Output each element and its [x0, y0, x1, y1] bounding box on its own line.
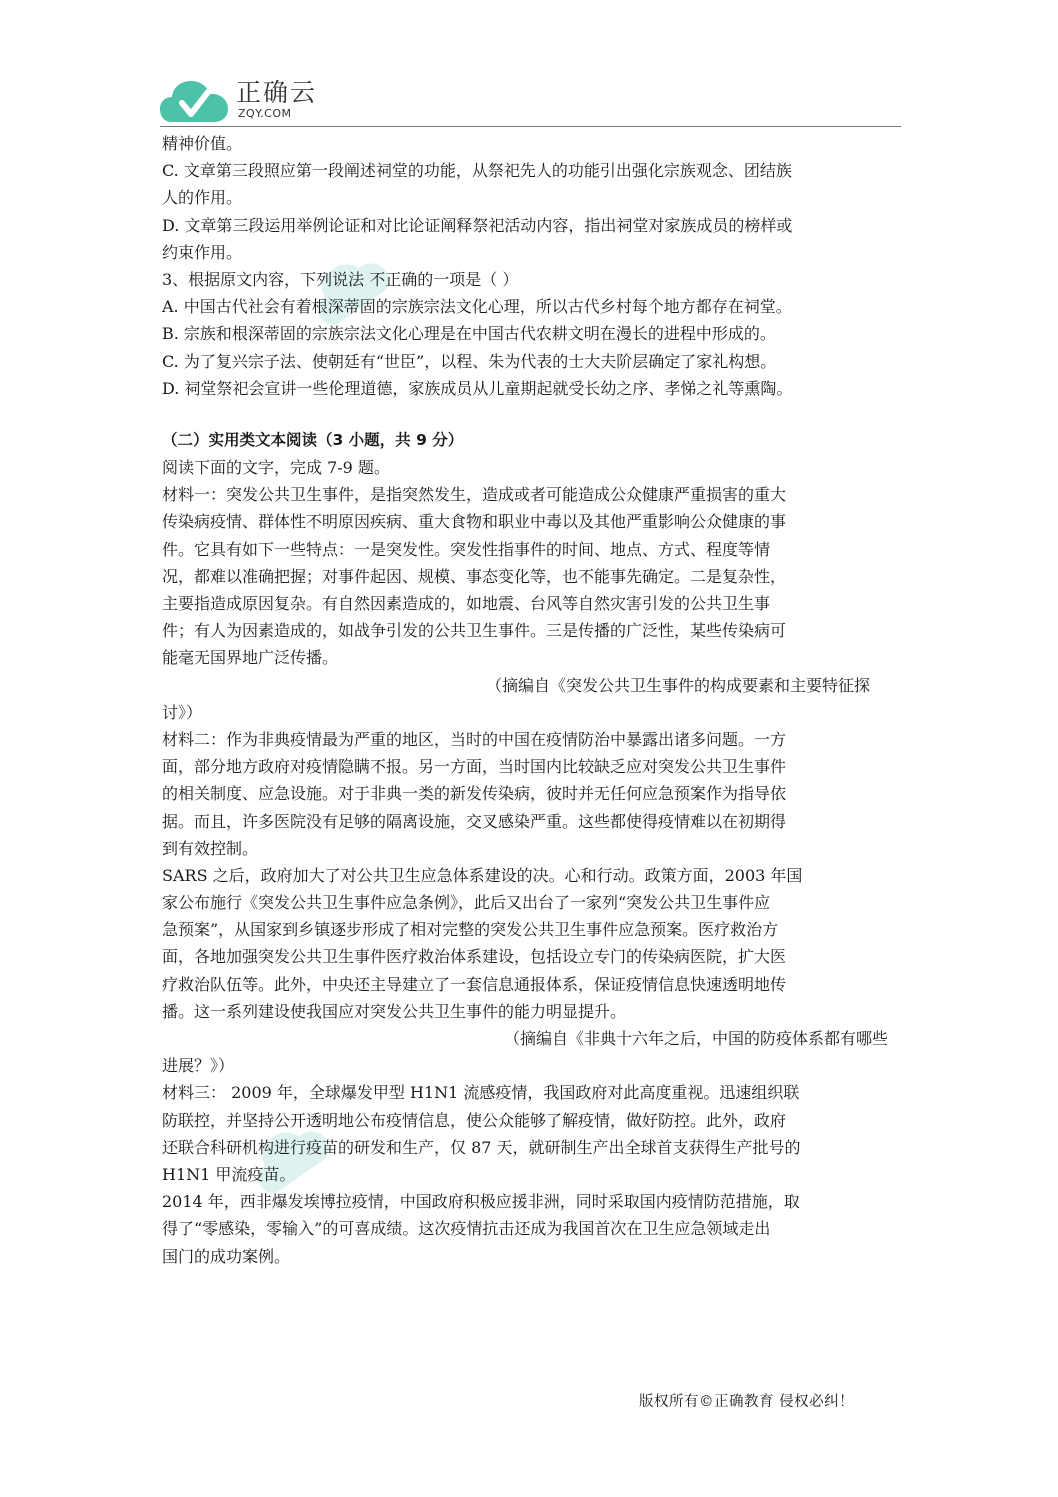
cloud-check-logo-icon — [160, 78, 230, 124]
text-line: 人的作用。 — [162, 188, 243, 208]
material-3-line: 得了“零感染，零输入”的可喜成绩。这次疫情抗击还成为我国首次在卫生应急领域走出 — [162, 1219, 771, 1239]
material-1-line: 能毫无国界地广泛传播。 — [162, 648, 339, 668]
material-2-line: 材料二：作为非典疫情最为严重的地区，当时的中国在疫情防治中暴露出诸多问题。一方 — [162, 729, 787, 749]
section-title: （二）实用类文本阅读（3 小题，共 9 分） — [162, 430, 464, 449]
material-1-source: （摘编自《突发公共卫生事件的构成要素和主要特征探 — [485, 675, 870, 695]
option-b: B. 宗族和根深蒂固的宗族宗法文化心理是在中国古代农耕文明在漫长的进程中形成的。 — [162, 324, 776, 344]
material-1-line: 件。它具有如下一些特点：一是突发性。突发性指事件的时间、地点、方式、程度等情 — [162, 539, 771, 559]
material-2-line: 据。而且，许多医院没有足够的隔离设施，交叉感染严重。这些都使得疫情难以在初期得 — [162, 811, 787, 831]
material-2-line: SARS 之后，政府加大了对公共卫生应急体系建设的决。心和行动。政策方面，2003 年国 — [162, 865, 803, 885]
material-2-line: 到有效控制。 — [162, 838, 259, 858]
material-1-line: 传染病疫情、群体性不明原因疾病、重大食物和职业中毒以及其他严重影响公众健康的事 — [162, 512, 787, 532]
material-1-line: 主要指造成原因复杂。有自然因素造成的，如地震、台风等自然灾害引发的公共卫生事 — [162, 594, 771, 613]
brand-name: 正确云 — [236, 78, 318, 107]
material-2-line: 急预案”，从国家到乡镇逐步形成了相对完整的突发公共卫生事件应急预案。医疗救治方 — [162, 920, 779, 940]
option-c: C. 为了复兴宗子法、使朝廷有“世臣”，以程、朱为代表的士大夫阶层确定了家礼构想。 — [162, 351, 777, 371]
material-2-line: 疗救治队伍等。此外，中央还主导建立了一套信息通报体系，保证疫情信息快速透明地传 — [162, 974, 787, 994]
question-3: 3、根据原文内容，下列说法 不正确的一项是（ ） — [162, 269, 519, 289]
page-header — [160, 74, 901, 128]
option-a: A. 中国古代社会有着根深蒂固的宗族宗法文化心理，所以古代乡村每个地方都存在祠堂。 — [162, 297, 792, 317]
instruction-line: 阅读下面的文字，完成 7-9 题。 — [162, 458, 390, 478]
material-3-line: 防联控，并坚持公开透明地公布疫情信息，使公众能够了解疫情，做好防控。此外，政府 — [162, 1110, 787, 1130]
material-1-line: 况，都难以准确把握；对事件起因、规模、事态变化等，也不能事先确定。二是复杂性， — [162, 566, 787, 586]
document-body — [162, 130, 904, 1270]
brand-domain: ZQY.COM — [238, 107, 292, 120]
option-c: C. 文章第三段照应第一段阐述祠堂的功能，从祭祀先人的功能引出强化宗族观念、团结族 — [162, 161, 792, 181]
material-3-line: 国门的成功案例。 — [162, 1246, 291, 1266]
material-1-source-end: 讨》） — [162, 702, 203, 722]
text-line: 精神价值。 — [162, 134, 243, 153]
material-3-line: H1N1 甲流疫苗。 — [162, 1164, 296, 1184]
material-2-source: （摘编自《非典十六年之后，中国的防疫体系都有哪些 — [503, 1029, 888, 1048]
material-3-line: 材料三： 2009 年，全球爆发甲型 H1N1 流感疫情，我国政府对此高度重视。迅速组织联 — [162, 1083, 800, 1103]
material-3-line: 2014 年，西非爆发埃博拉疫情，中国政府积极应援非洲，同时采取国内疫情防范措施，取 — [162, 1192, 800, 1212]
option-d: D. 文章第三段运用举例论证和对比论证阐释祭祀活动内容，指出祠堂对家族成员的榜样或 — [162, 215, 793, 235]
material-2-line: 面，各地加强突发公共卫生事件医疗救治体系建设，包括设立专门的传染病医院，扩大医 — [162, 947, 787, 967]
text-line: 约束作用。 — [162, 242, 243, 262]
material-2-source-end: 进展？》） — [162, 1056, 235, 1076]
material-2-line: 的相关制度、应急设施。对于非典一类的新发传染病，彼时并无任何应急预案作为指导依 — [162, 784, 787, 804]
material-3-line: 还联合科研机构进行疫苗的研发和生产，仅 87 天，就研制生产出全球首支获得生产批号的 — [162, 1137, 801, 1157]
material-1-line: 材料一：突发公共卫生事件，是指突然发生，造成或者可能造成公众健康严重损害的重大 — [162, 485, 787, 505]
option-d: D. 祠堂祭祀会宣讲一些伦理道德，家族成员从儿童期起就受长幼之序、孝悌之礼等熏陶。 — [162, 378, 793, 398]
header-divider — [160, 126, 901, 127]
spacer — [162, 402, 904, 427]
material-2-line: 面，部分地方政府对疫情隐瞒不报。另一方面，当时国内比较缺乏应对突发公共卫生事件 — [162, 757, 787, 777]
material-2-line: 播。这一系列建设使我国应对突发公共卫生事件的能力明显提升。 — [162, 1001, 627, 1021]
material-2-line: 家公布施行《突发公共卫生事件应急条例》，此后又出台了一家列“突发公共卫生事件应 — [162, 893, 771, 913]
material-1-line: 件；有人为因素造成的，如战争引发的公共卫生事件。三是传播的广泛性，某些传染病可 — [162, 621, 787, 641]
copyright-footer: 版权所有©正确教育 侵权必纠！ — [639, 1394, 855, 1410]
